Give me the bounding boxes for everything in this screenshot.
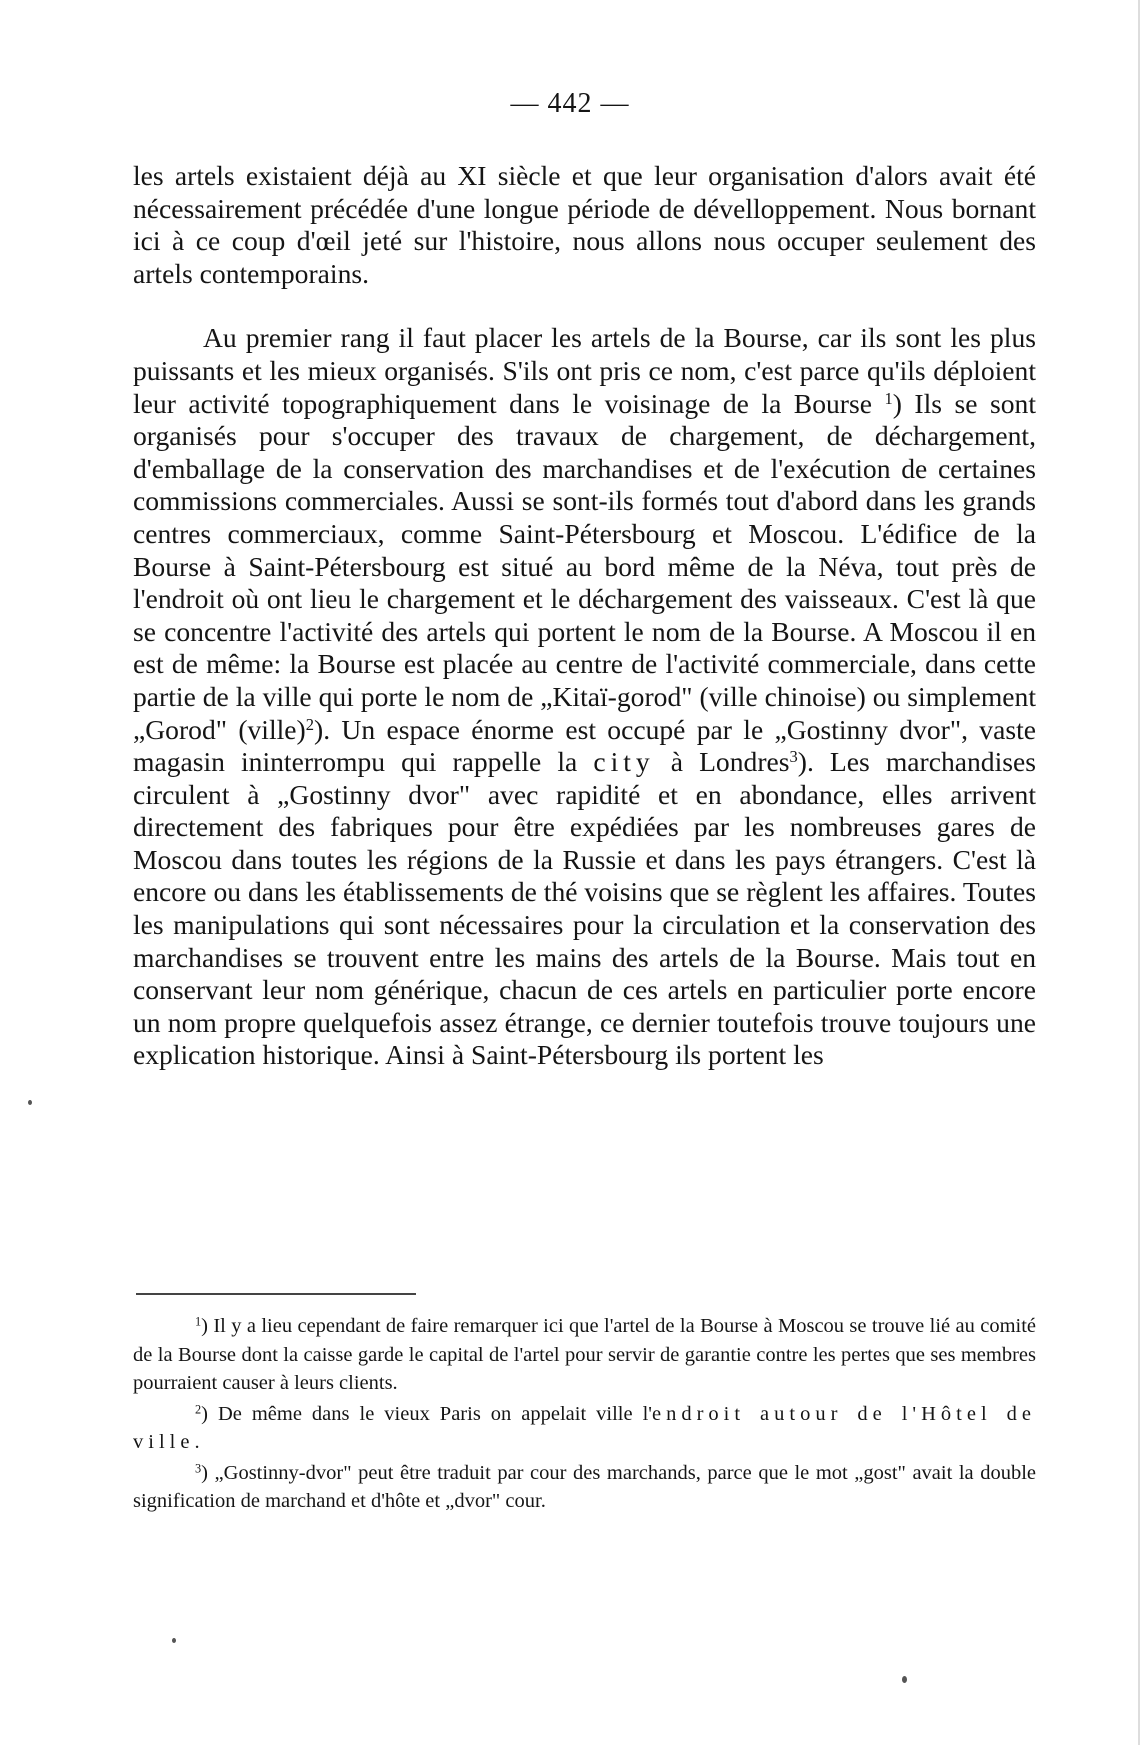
- footnote-2: [133, 1400, 1036, 1457]
- footnote-2-end: .: [194, 1431, 200, 1453]
- footnote-3-mark: 3: [195, 1460, 202, 1475]
- page-number: — 442 —: [510, 88, 630, 119]
- paragraph-2-text-d: à Londres: [654, 746, 790, 778]
- footnote-3-text: ) „Gostinny-dvor" peut être traduit par cour des marchands, parce que le mot „gost" avait la double signification de marchand et d'hôte et „dvor" cour.: [133, 1461, 1036, 1512]
- footnote-1-text: ) Il y a lieu cependant de faire remarquer ici que l'artel de la Bourse à Moscou se trouve lié au comité de la Bourse dont la caisse garde le capital de l'artel pour servir de garantie contre les pertes que ses membres pourraient causer à leurs clients.: [133, 1315, 1036, 1394]
- paragraph-2-text-b: ) Ils se sont organisés pour s'occuper des travaux de chargement, de déchargement, d'emballage de la conservation des marchandises et de l'exécution de certaines commissions commerciales. Aussi se sont-ils formés tout d'abord dans les grands centres commerciaux, comme Saint-Pétersbourg et Moscou. L'édifice de la Bourse à Saint-Pétersbourg est situé au bord même de la Néva, tout près de l'endroit où ont lieu le chargement et le déchargement des vaisseaux. C'est là que se concentre l'activité des artels qui portent le nom de la Bourse. A Moscou il en est de même: la Bourse est placée au centre de l'activité commerciale, dans cette partie de la ville qui porte le nom de „Kitaï-gorod" (ville chinoise) ou simplement „Gorod" (ville): [133, 387, 1036, 745]
- scan-speck: [172, 1638, 176, 1643]
- footnote-2-spaced-text: endroit autour de l'Hôtel de ville: [133, 1402, 1036, 1453]
- footnote-ref-1: 1: [884, 388, 893, 408]
- paragraph-1: [133, 160, 1036, 290]
- footnote-separator: [136, 1293, 416, 1295]
- footnote-1: [133, 1312, 1036, 1398]
- scan-speck: [28, 1100, 32, 1105]
- footnotes: [133, 1312, 1036, 1518]
- footnote-ref-3: 3: [789, 747, 798, 766]
- footnote-1-mark: 1: [195, 1314, 202, 1329]
- footnote-2-text: ) De même dans le vieux Paris on appelait ville l': [201, 1402, 652, 1425]
- paragraph-2-text-c: ). Un espace énorme est occupé par le „Gostinny dvor", vaste magasin ininterrompu qui rappelle la: [133, 713, 1036, 778]
- footnote-3: [133, 1459, 1036, 1516]
- paragraph-1-text: les artels existaient déjà au XI siècle et que leur organisation d'alors avait été nécessairement précédée d'une longue période de dévelloppement. Nous bornant ici à ce coup d'œil jeté sur l'histoire, nous allons nous occuper seulement des artels contemporains.: [133, 160, 1036, 289]
- city-word: city: [593, 746, 655, 778]
- paragraph-2-text-e: ). Les marchandises circulent à „Gostinny dvor" avec rapidité et en abondance, elles arrivent directement des fabriques pour être expédiées par les nombreuses gares de Moscou dans toutes les régions de la Russie et dans les pays étrangers. C'est là encore ou dans les établissements de thé voisins que se règlent les affaires. Toutes les manipulations qui sont nécessaires pour la circulation et la conservation des marchandises se trouvent entre les mains des artels de la Bourse. Mais tout en conservant leur nom générique, chacun de ces artels en particulier porte encore un nom propre quelquefois assez étrange, ce dernier toutefois trouve toujours une explication historique. Ainsi à Saint-Pétersbourg ils portent les: [133, 746, 1036, 1071]
- paragraph-2-text-a: Au premier rang il faut placer les artels de la Bourse, car ils sont les plus puissants et les mieux organisés. S'ils ont pris ce nom, c'est parce qu'ils déploient leur activité topographiquement dans le voisinage de la Bourse: [133, 322, 1036, 419]
- footnote-ref-2: 2: [305, 714, 315, 734]
- paragraph-2: [133, 322, 1036, 1072]
- scan-speck: [902, 1676, 907, 1683]
- footnote-2-mark: 2: [195, 1401, 202, 1416]
- body-text: [133, 160, 1036, 1072]
